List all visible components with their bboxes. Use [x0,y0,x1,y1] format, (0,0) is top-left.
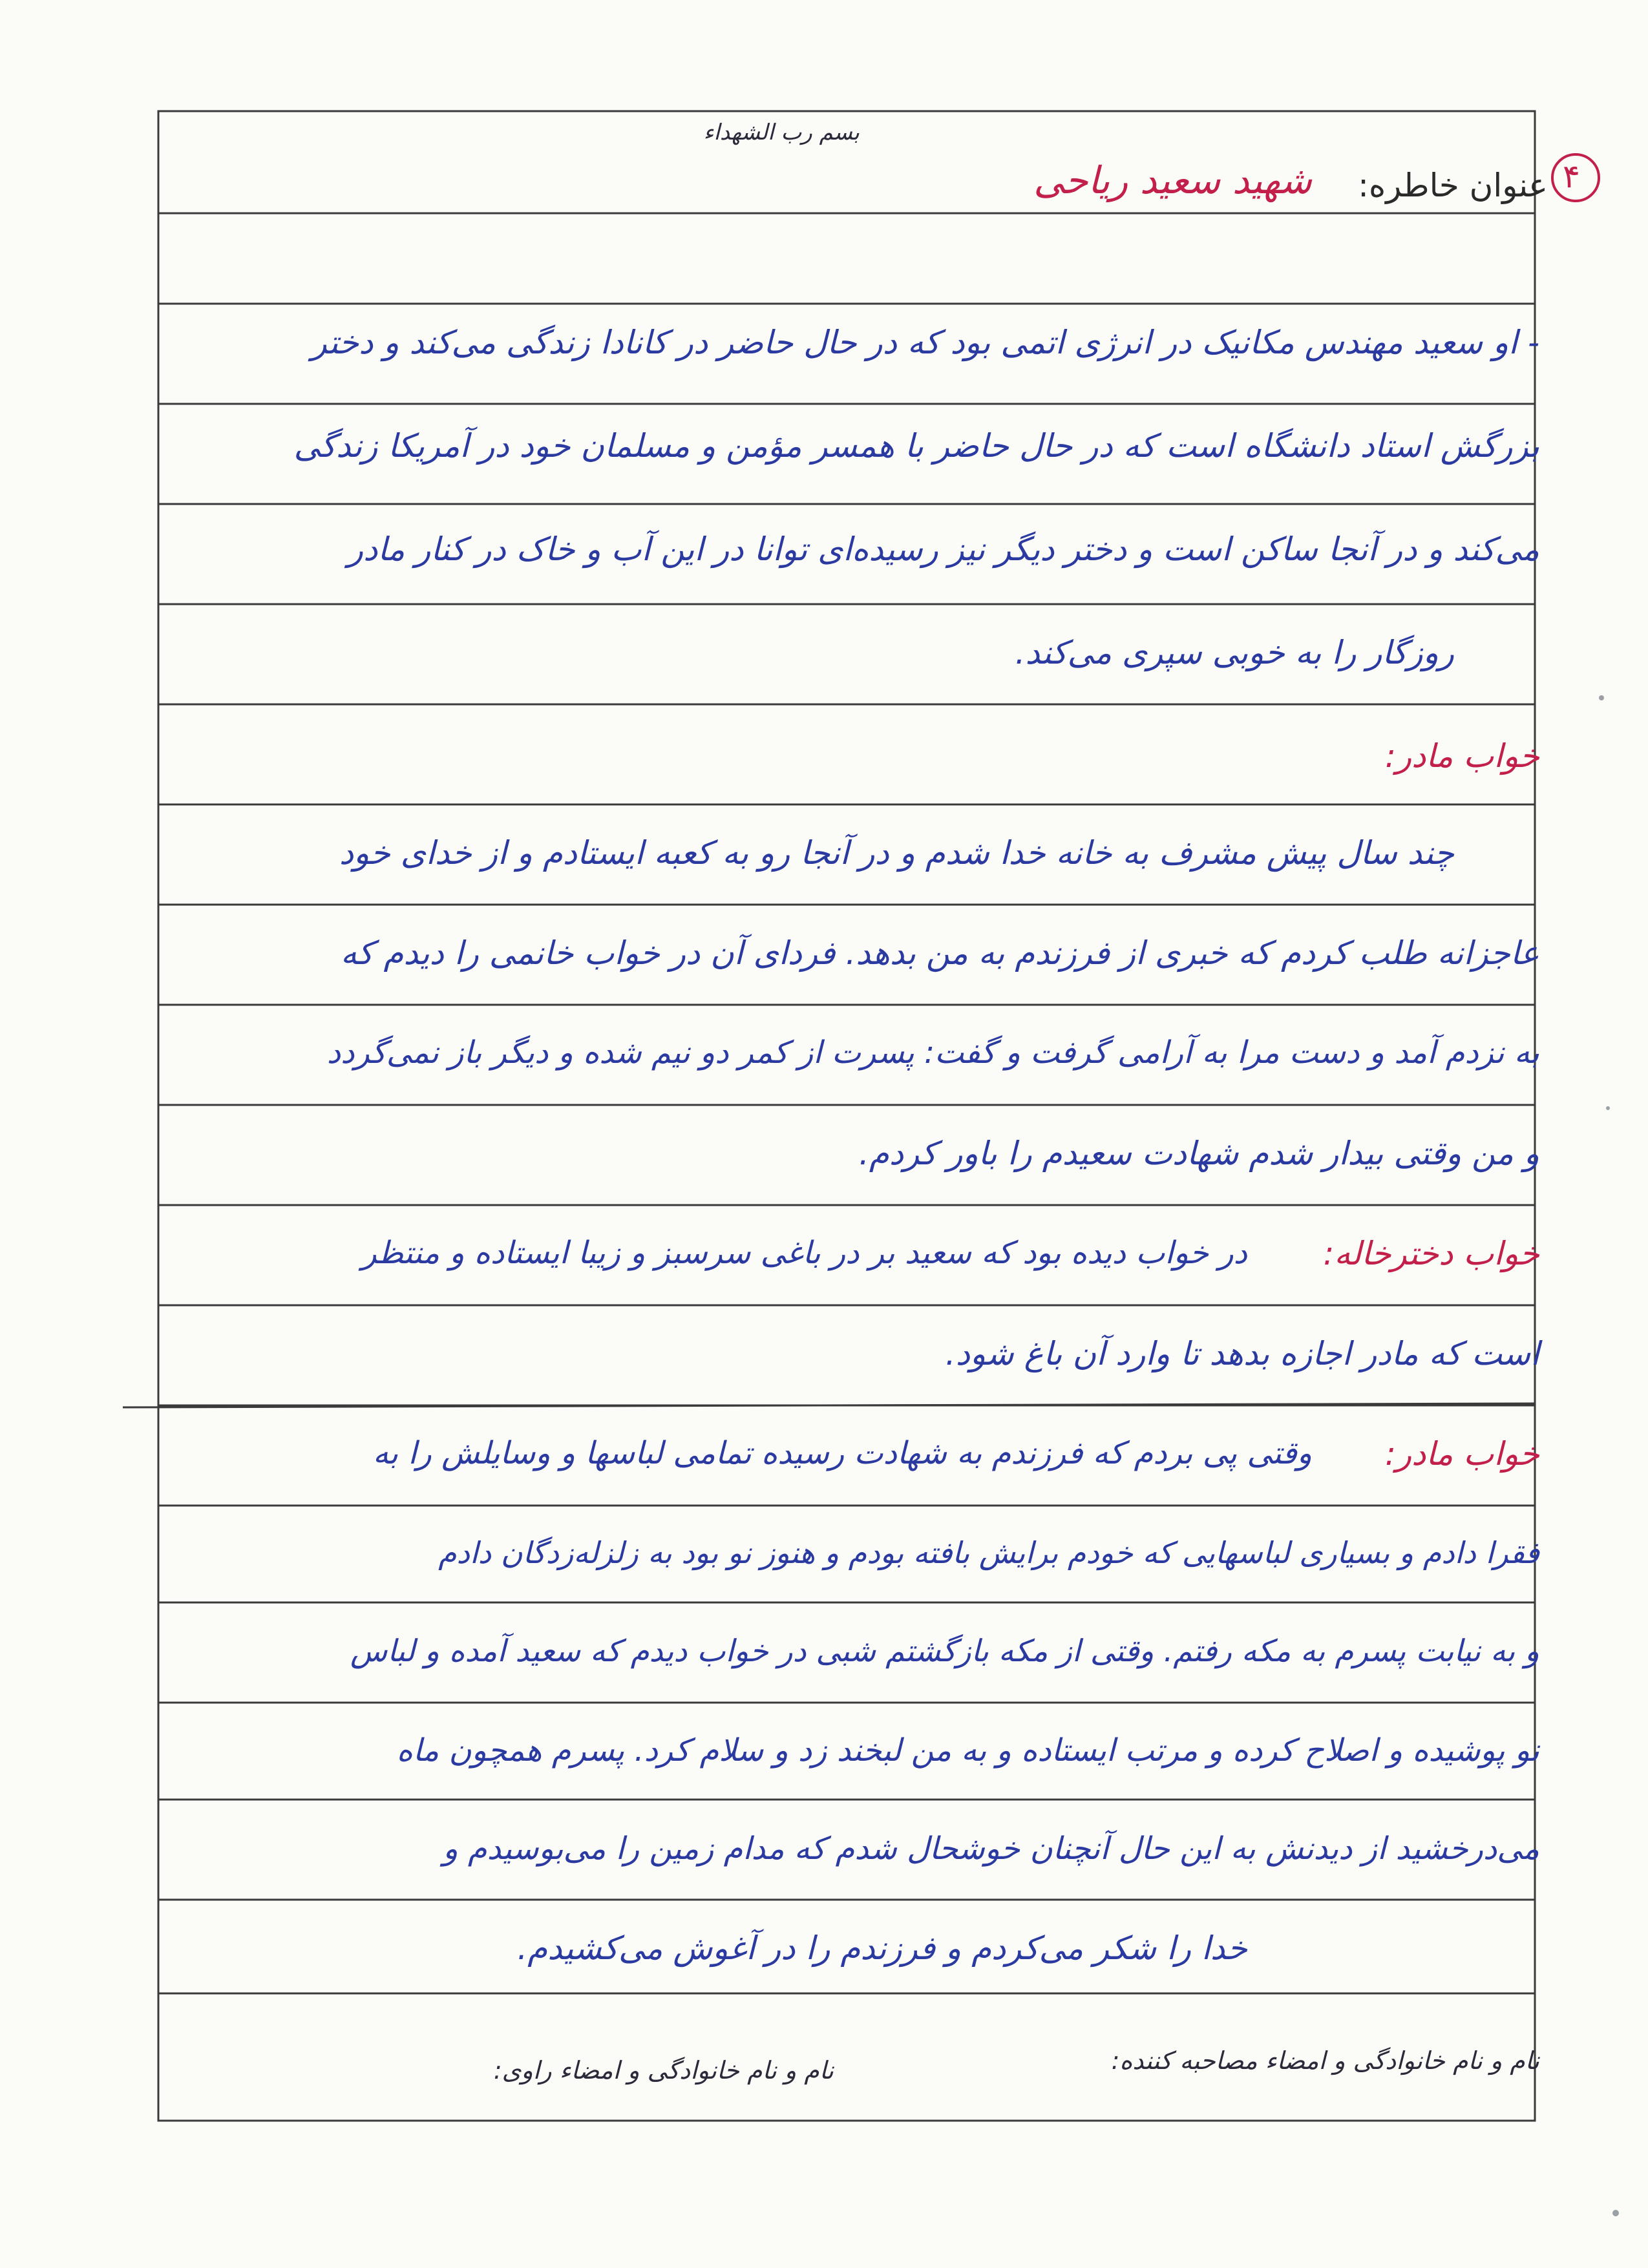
body-line: است که مادر اجازه بدهد تا وارد آن باغ شود. [945,1335,1539,1372]
body-line: وقتی پی بردم که فرزندم به شهادت رسیده تمامی لباسها و وسایلش را به [372,1435,1312,1471]
body-line: می‌کند و در آنجا ساکن است و دختر دیگر نیز رسیده‌ای توانا در این آب و خاک در کنار مادر [347,530,1539,568]
narrator-signature-label: نام و نام خانوادگی و امضاء راوی: [493,2056,834,2084]
section-heading: خواب دخترخاله: [1323,1235,1539,1272]
body-line: بزرگش استاد دانشگاه است که در حال حاضر با همسر مؤمن و مسلمان خود در آمریکا زندگی [293,427,1539,465]
body-line: چند سال پیش مشرف به خانه خدا شدم و در آنجا رو به کعبه ایستادم و از خدای خود [339,834,1454,872]
body-line: در خواب دیده بود که سعید بر در باغی سرسبز و زیبا ایستاده و منتظر [361,1235,1247,1271]
title-label: عنوان خاطره: [1358,167,1548,204]
title-value: شهید سعید ریاحی [1033,158,1312,202]
body-line: می‌درخشید از دیدنش به این حال آنچنان خوشحال شدم که مدام زمین را می‌بوسیدم و [443,1831,1539,1867]
body-line: فقرا دادم و بسیاری لباسهایی که خودم برایش بافته بودم و هنوز نو بود به زلزله‌زدگان دادم [438,1535,1539,1570]
interviewer-signature-label: نام و نام خانوادگی و امضاء مصاحبه کننده: [1111,2046,1539,2075]
page-number: ۴ [1563,158,1580,195]
section-heading: خواب مادر: [1385,1435,1539,1473]
basmala: بسم رب الشهداء [703,120,860,145]
body-line: خدا را شکر می‌کردم و فرزندم را در آغوش می‌کشیدم. [517,1929,1247,1967]
body-line: روزگار را به خوبی سپری می‌کند. [1015,634,1454,671]
section-heading: خواب مادر: [1385,737,1539,775]
body-line: عاجزانه طلب کردم که خبری از فرزندم به من بدهد. فردای آن در خواب خانمی را دیدم که [341,934,1539,972]
body-line: نو پوشیده و اصلاح کرده و مرتب ایستاده و به من لبخند زد و سلام کرد. پسرم همچون ماه [396,1732,1539,1769]
body-line: - او سعید مهندس مکانیک در انرژی اتمی بود که در حال حاضر در کانادا زندگی می‌کند و دختر [311,324,1539,361]
body-line: و به نیابت پسرم به مکه رفتم. وقتی از مکه بازگشتم شبی در خواب دیدم که سعید آمده و لباس [350,1633,1539,1669]
body-line: و من وقتی بیدار شدم شهادت سعیدم را باور کردم. [858,1135,1539,1172]
body-line: به نزدم آمد و دست مرا به آرامی گرفت و گفت: پسرت از کمر دو نیم شده و دیگر باز نمی‌گردد [326,1034,1539,1071]
